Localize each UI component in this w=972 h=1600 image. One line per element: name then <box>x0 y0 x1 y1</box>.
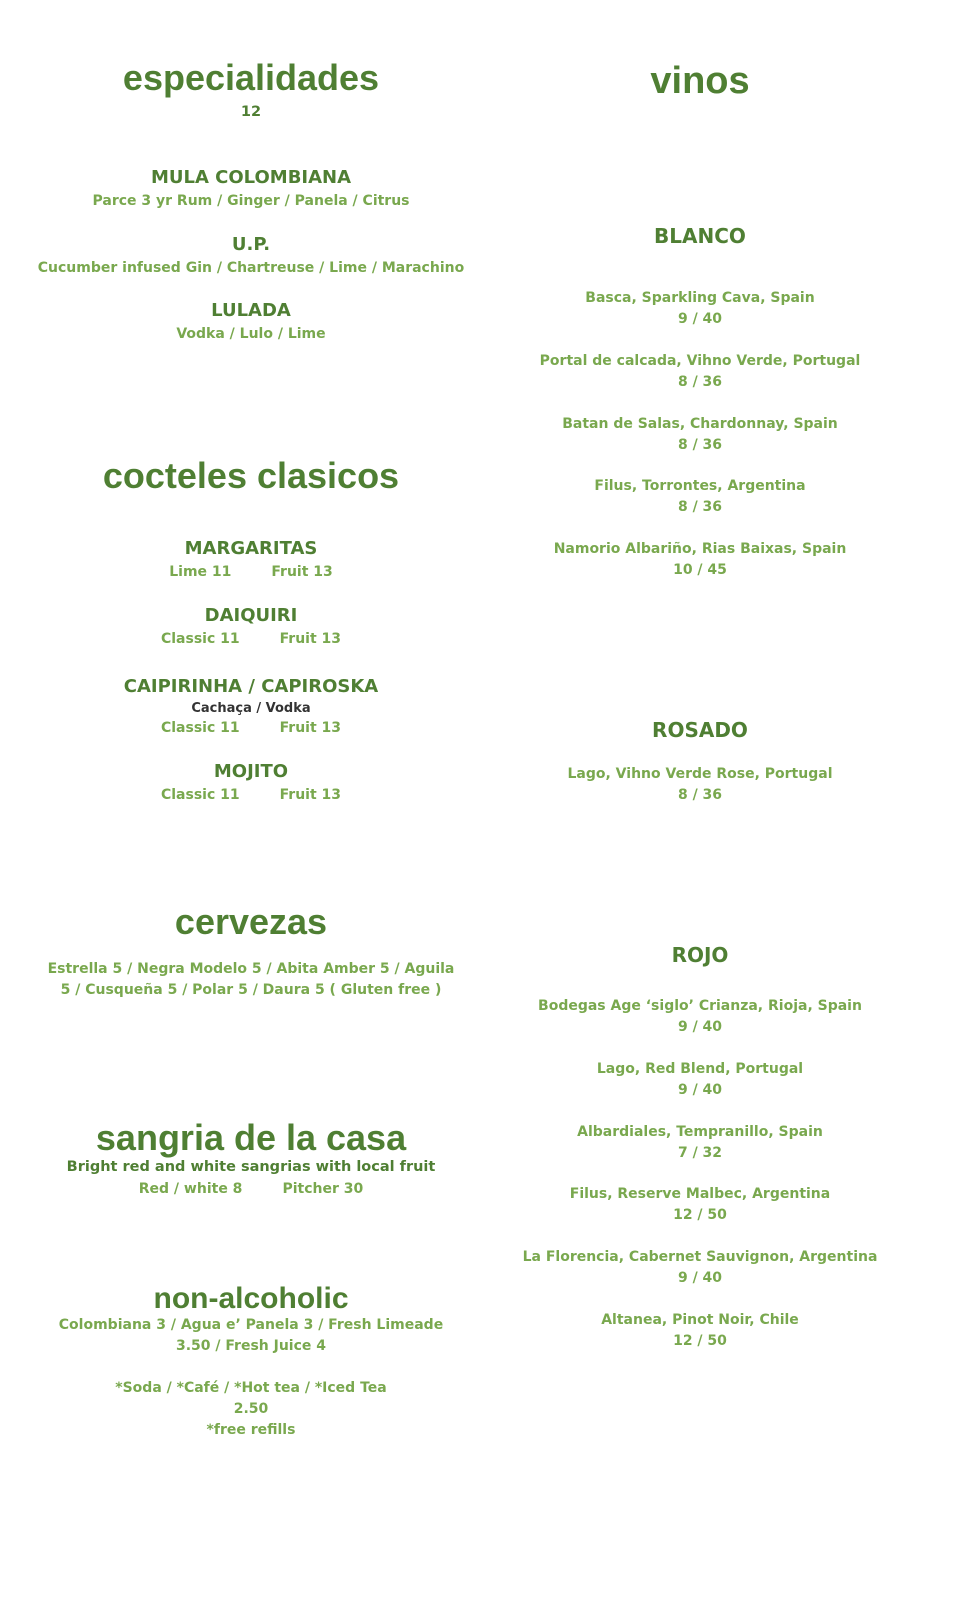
cocktail-desc: Parce 3 yr Rum / Ginger / Panela / Citrus <box>92 193 410 209</box>
right-column <box>520 0 880 1600</box>
wine-item <box>520 1310 880 1352</box>
cocktail-options <box>30 629 472 650</box>
wine-item <box>520 1122 880 1164</box>
wine-price: 8 / 36 <box>677 787 723 803</box>
nonalcoholic-list: Colombiana 3 / Agua e’ Panela 3 / Fresh Limeade <box>58 1317 444 1333</box>
cocktail-desc: Cucumber infused Gin / Chartreuse / Lime / Marachino <box>37 260 465 276</box>
cocktail-options <box>30 785 472 806</box>
option-price: Pitcher 30 <box>282 1181 364 1197</box>
wine-name: Altanea, Pinot Noir, Chile <box>601 1312 799 1328</box>
sangria-title: sangria de la casa <box>95 1117 407 1158</box>
wine-item <box>520 414 880 456</box>
option-price: Red / white 8 <box>138 1181 243 1197</box>
cocktail-spirits: Cachaça / Vodka <box>191 701 311 716</box>
wine-name: Lago, Vihno Verde Rose, Portugal <box>567 766 833 782</box>
cocktail-name: DAIQUIRI <box>204 605 298 626</box>
wine-name: Lago, Red Blend, Portugal <box>596 1061 804 1077</box>
nonalcoholic-price: 2.50 <box>233 1401 269 1417</box>
blanco-heading: BLANCO <box>654 224 746 248</box>
wine-item <box>520 764 880 806</box>
wine-item <box>520 288 880 330</box>
option-price: Classic 11 <box>160 631 240 647</box>
option-price: Lime 11 <box>169 564 232 580</box>
wine-price: 8 / 36 <box>677 374 723 390</box>
option-price: Fruit 13 <box>279 631 342 647</box>
cocktail-name: U.P. <box>231 234 271 255</box>
wine-price: 8 / 36 <box>677 437 723 453</box>
especialidades-price: 12 <box>240 104 262 120</box>
cocktail-options <box>30 718 472 739</box>
vinos-title: vinos <box>650 60 750 102</box>
nonalcoholic-note: *free refills <box>206 1422 296 1438</box>
wine-price: 7 / 32 <box>677 1145 723 1161</box>
wine-item <box>520 1247 880 1289</box>
wine-price: 9 / 40 <box>677 1082 723 1098</box>
cervezas-list: Estrella 5 / Negra Modelo 5 / Abita Amber 5 / Aguila <box>47 961 455 977</box>
sangria-options <box>30 1179 472 1200</box>
cocktail-name: MOJITO <box>213 761 289 782</box>
wine-item <box>520 996 880 1038</box>
cocktail-name: CAIPIRINHA / CAPIROSKA <box>123 676 379 697</box>
wine-price: 10 / 45 <box>673 562 727 578</box>
rojo-heading: ROJO <box>671 943 729 967</box>
wine-item <box>520 351 880 393</box>
rosado-heading: ROSADO <box>652 718 748 742</box>
cocktail-name: MARGARITAS <box>184 538 318 559</box>
wine-item <box>520 476 880 518</box>
cocktail-desc: Vodka / Lulo / Lime <box>176 326 326 342</box>
left-column <box>30 0 472 1600</box>
option-price: Classic 11 <box>160 787 240 803</box>
wine-name: Filus, Reserve Malbec, Argentina <box>569 1186 831 1202</box>
wine-name: Albardiales, Tempranillo, Spain <box>577 1124 823 1140</box>
wine-name: Batan de Salas, Chardonnay, Spain <box>562 416 838 432</box>
wine-price: 12 / 50 <box>673 1207 727 1223</box>
sangria-desc: Bright red and white sangrias with local fruit <box>66 1159 436 1175</box>
nonalcoholic-title: non-alcoholic <box>153 1282 349 1315</box>
wine-price: 9 / 40 <box>677 311 723 327</box>
cervezas-title: cervezas <box>174 901 328 942</box>
cervezas-list: 5 / Cusqueña 5 / Polar 5 / Daura 5 ( Gluten free ) <box>60 982 442 998</box>
wine-name: Basca, Sparkling Cava, Spain <box>585 290 815 306</box>
nonalcoholic-list: *Soda / *Café / *Hot tea / *Iced Tea <box>115 1380 387 1396</box>
wine-name: Filus, Torrontes, Argentina <box>594 478 806 494</box>
wine-name: La Florencia, Cabernet Sauvignon, Argentina <box>522 1249 878 1265</box>
cocktail-options <box>30 562 472 583</box>
wine-price: 8 / 36 <box>677 499 723 515</box>
option-price: Fruit 13 <box>279 720 342 736</box>
especialidades-title: especialidades <box>122 57 380 98</box>
wine-item <box>520 539 880 581</box>
wine-price: 9 / 40 <box>677 1270 723 1286</box>
wine-name: Portal de calcada, Vihno Verde, Portugal <box>539 353 861 369</box>
cocktail-name: LULADA <box>211 300 291 321</box>
clasicos-title: cocteles clasicos <box>102 455 400 496</box>
option-price: Classic 11 <box>160 720 240 736</box>
option-price: Fruit 13 <box>279 787 342 803</box>
wine-item <box>520 1184 880 1226</box>
nonalcoholic-list: 3.50 / Fresh Juice 4 <box>175 1338 327 1354</box>
wine-price: 9 / 40 <box>677 1019 723 1035</box>
wine-item <box>520 1059 880 1101</box>
cocktail-name: MULA COLOMBIANA <box>150 167 352 188</box>
wine-name: Bodegas Age ‘siglo’ Crianza, Rioja, Spain <box>538 998 862 1014</box>
wine-name: Namorio Albariño, Rias Baixas, Spain <box>553 541 847 557</box>
wine-price: 12 / 50 <box>673 1333 727 1349</box>
option-price: Fruit 13 <box>271 564 333 580</box>
